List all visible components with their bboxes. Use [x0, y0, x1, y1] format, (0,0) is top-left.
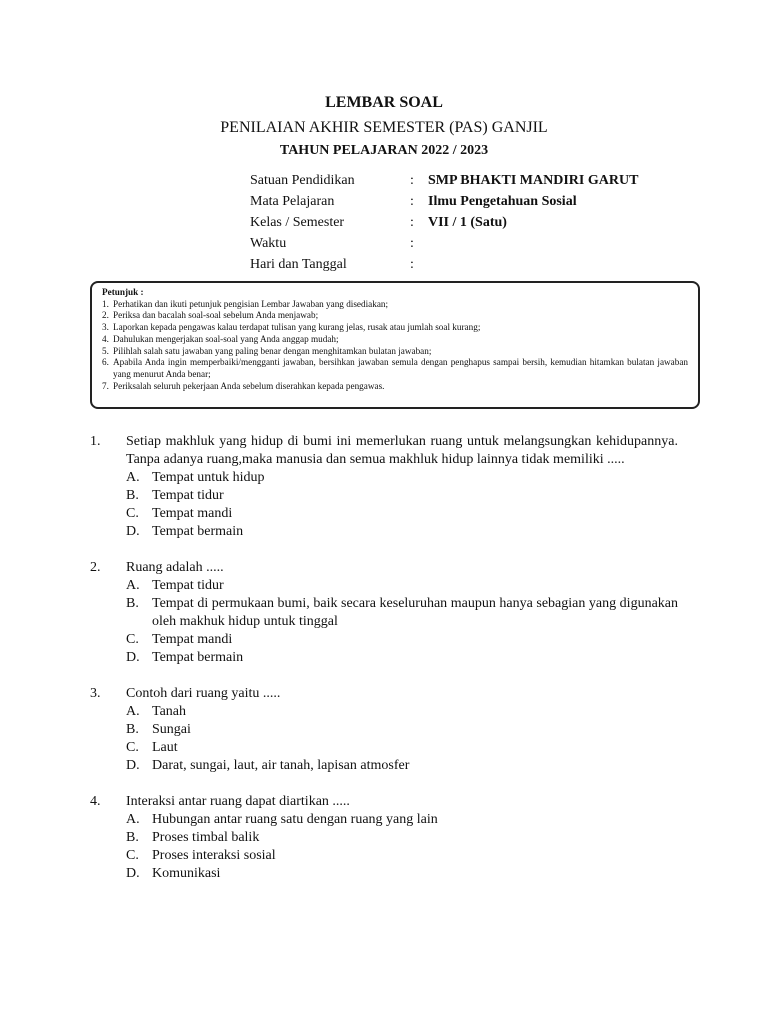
instruction-item	[102, 299, 688, 311]
info-row-class	[250, 212, 638, 233]
instruction-number: 5.	[102, 345, 109, 356]
answer-option	[126, 577, 678, 595]
info-label: Hari dan Tanggal	[250, 256, 347, 272]
option-text: Komunikasi	[152, 866, 221, 881]
question-body	[126, 559, 678, 667]
instruction-text: Apabila Anda ingin memperbaiki/mengganti jawaban, bersihkan jawaban semula dengan penghapus sampai bersih, kemudian hitamkan bulatan jawaban yang menurut Anda benar;	[113, 357, 688, 379]
instruction-item	[102, 357, 688, 380]
info-row-subject	[250, 191, 638, 212]
question-text: Ruang adalah .....	[126, 560, 224, 575]
question-item	[90, 793, 678, 883]
exam-info-table	[250, 170, 638, 275]
info-label: Satuan Pendidikan	[250, 172, 355, 188]
question-body	[126, 793, 678, 883]
answer-option	[126, 739, 678, 757]
option-letter: D.	[126, 866, 140, 881]
instruction-number: 7.	[102, 380, 109, 391]
answer-option	[126, 523, 678, 541]
option-letter: B.	[126, 596, 139, 611]
option-text: Hubungan antar ruang satu dengan ruang yang lain	[152, 812, 438, 827]
instruction-number: 3.	[102, 322, 109, 333]
option-letter: A.	[126, 704, 140, 719]
instruction-text: Periksalah seluruh pekerjaan Anda sebelum diserahkan kepada pengawas.	[113, 380, 385, 391]
answer-option	[126, 721, 678, 739]
question-text: Setiap makhluk yang hidup di bumi ini memerlukan ruang untuk melangsungkan kehidupannya. Tanpa adanya ruang,maka manusia dan semua makhluk hidup lainnya tidak memiliki .....	[126, 434, 678, 467]
option-letter: D.	[126, 524, 140, 539]
instruction-item	[102, 310, 688, 322]
option-letter: B.	[126, 722, 139, 737]
instruction-text: Periksa dan bacalah soal-soal sebelum Anda menjawab;	[113, 310, 319, 321]
answer-option	[126, 505, 678, 523]
info-colon: :	[410, 193, 414, 209]
question-text: Interaksi antar ruang dapat diartikan .....	[126, 794, 350, 809]
exam-subtitle: PENILAIAN AKHIR SEMESTER (PAS) GANJIL	[220, 119, 548, 136]
option-text: Tempat bermain	[152, 524, 244, 539]
option-text: Sungai	[152, 722, 191, 737]
question-item	[90, 685, 678, 775]
instruction-text: Laporkan kepada pengawas kalau terdapat tulisan yang kurang jelas, rusak atau jumlah soal kurang;	[113, 322, 481, 333]
info-colon: :	[410, 235, 414, 251]
question-number: 3.	[90, 686, 101, 701]
info-label: Kelas / Semester	[250, 214, 345, 230]
answer-option	[126, 487, 678, 505]
info-row-date	[250, 254, 638, 275]
option-letter: C.	[126, 740, 139, 755]
info-colon: :	[410, 256, 414, 272]
option-text: Tempat untuk hidup	[152, 470, 265, 485]
option-letter: A.	[126, 812, 140, 827]
info-value: Ilmu Pengetahuan Sosial	[428, 193, 577, 209]
instructions-heading: Petunjuk :	[102, 287, 144, 297]
answer-option	[126, 469, 678, 487]
answer-option	[126, 631, 678, 649]
answer-option	[126, 865, 678, 883]
info-label: Mata Pelajaran	[250, 193, 335, 209]
option-letter: A.	[126, 470, 140, 485]
question-text: Contoh dari ruang yaitu .....	[126, 686, 281, 701]
instructions-box	[90, 281, 700, 409]
answer-option	[126, 595, 678, 631]
question-list	[90, 433, 678, 901]
answer-option	[126, 847, 678, 865]
answer-option	[126, 811, 678, 829]
instruction-item	[102, 346, 688, 358]
document-title: LEMBAR SOAL	[325, 94, 443, 111]
info-colon: :	[410, 214, 414, 230]
question-body	[126, 433, 678, 541]
question-number: 2.	[90, 560, 101, 575]
option-text: Tempat bermain	[152, 650, 244, 665]
instruction-item	[102, 322, 688, 334]
option-text: Proses timbal balik	[152, 830, 260, 845]
question-item	[90, 433, 678, 541]
option-letter: B.	[126, 488, 139, 503]
question-body	[126, 685, 678, 775]
option-text: Tempat di permukaan bumi, baik secara keseluruhan maupun hanya sebagian yang digunakan oleh makhuk hidup untuk tinggal	[152, 596, 678, 629]
option-letter: C.	[126, 632, 139, 647]
option-text: Tanah	[152, 704, 187, 719]
option-text: Laut	[152, 740, 178, 755]
option-letter: D.	[126, 758, 140, 773]
info-row-time	[250, 233, 638, 254]
answer-option	[126, 703, 678, 721]
instruction-number: 2.	[102, 310, 109, 321]
option-letter: B.	[126, 830, 139, 845]
option-text: Tempat tidur	[152, 578, 224, 593]
info-label: Waktu	[250, 235, 287, 251]
info-colon: :	[410, 172, 414, 188]
instruction-number: 1.	[102, 298, 109, 309]
option-text: Proses interaksi sosial	[152, 848, 276, 863]
instruction-item	[102, 334, 688, 346]
question-number: 1.	[90, 434, 101, 449]
info-row-school	[250, 170, 638, 191]
instruction-text: Dahulukan mengerjakan soal-soal yang Anda anggap mudah;	[113, 333, 339, 344]
option-text: Darat, sungai, laut, air tanah, lapisan atmosfer	[152, 758, 410, 773]
question-number: 4.	[90, 794, 101, 809]
academic-year: TAHUN PELAJARAN 2022 / 2023	[279, 143, 489, 158]
instruction-item	[102, 381, 688, 393]
option-letter: C.	[126, 506, 139, 521]
option-letter: D.	[126, 650, 140, 665]
option-text: Tempat tidur	[152, 488, 224, 503]
answer-option	[126, 649, 678, 667]
option-letter: C.	[126, 848, 139, 863]
option-text: Tempat mandi	[152, 506, 233, 521]
info-value: VII / 1 (Satu)	[428, 214, 507, 230]
option-text: Tempat mandi	[152, 632, 233, 647]
instruction-text: Pilihlah salah satu jawaban yang paling benar dengan menghitamkan bulatan jawaban;	[113, 345, 432, 356]
instruction-number: 4.	[102, 333, 109, 344]
info-value: SMP BHAKTI MANDIRI GARUT	[428, 172, 639, 188]
instruction-number: 6.	[102, 357, 109, 368]
answer-option	[126, 757, 678, 775]
instruction-text: Perhatikan dan ikuti petunjuk pengisian Lembar Jawaban yang disediakan;	[113, 298, 389, 309]
answer-option	[126, 829, 678, 847]
option-letter: A.	[126, 578, 140, 593]
question-item	[90, 559, 678, 667]
